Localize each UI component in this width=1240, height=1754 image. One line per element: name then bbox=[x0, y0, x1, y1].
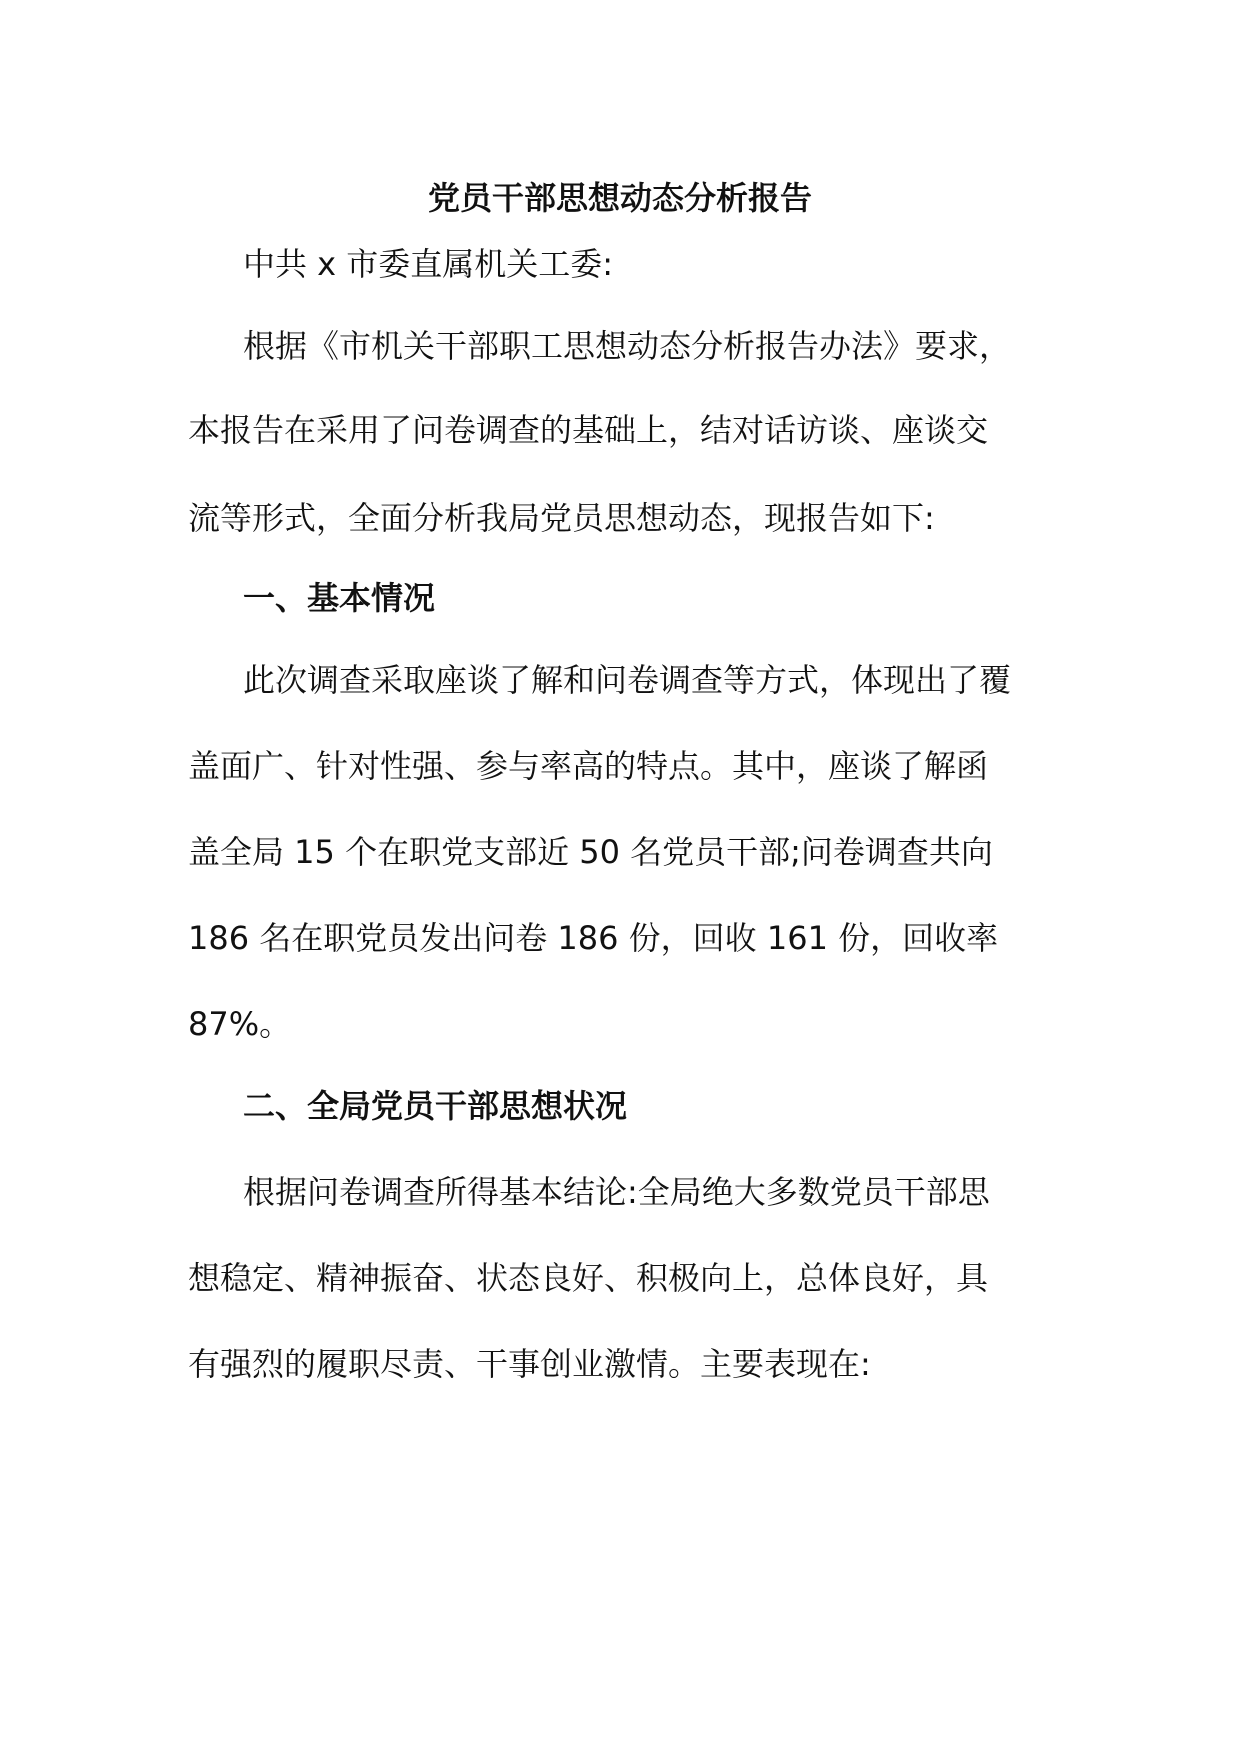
section2-heading: 二、全局党员干部思想状况 bbox=[243, 1087, 628, 1125]
paragraph3-line3: 有强烈的履职尽责、干事创业激情。主要表现在: bbox=[188, 1345, 871, 1383]
document-title: 党员干部思想动态分析报告 bbox=[427, 179, 812, 217]
paragraph1-line2: 本报告在采用了问卷调查的基础上，结对话访谈、座谈交 bbox=[188, 411, 989, 449]
paragraph2-line3: 盖全局 15 个在职党支部近 50 名党员干部;问卷调查共向 bbox=[188, 833, 993, 871]
paragraph3-line1: 根据问卷调查所得基本结论:全局绝大多数党员干部思 bbox=[243, 1173, 990, 1211]
paragraph2-line1: 此次调查采取座谈了解和问卷调查等方式，体现出了覆 bbox=[243, 661, 1012, 699]
paragraph2-line2: 盖面广、针对性强、参与率高的特点。其中，座谈了解函 bbox=[188, 747, 989, 785]
section1-heading: 一、基本情况 bbox=[243, 579, 436, 617]
paragraph3-line2: 想稳定、精神振奋、状态良好、积极向上，总体良好，具 bbox=[188, 1259, 989, 1297]
salutation: 中共 x 市委直属机关工委: bbox=[243, 245, 614, 283]
paragraph2-line4: 186 名在职党员发出问卷 186 份，回收 161 份，回收率 bbox=[188, 919, 999, 957]
paragraph1-line1: 根据《市机关干部职工思想动态分析报告办法》要求， bbox=[243, 327, 1012, 365]
paragraph1-line3: 流等形式，全面分析我局党员思想动态，现报告如下: bbox=[188, 499, 935, 537]
paragraph2-line5: 87%。 bbox=[188, 1005, 292, 1043]
